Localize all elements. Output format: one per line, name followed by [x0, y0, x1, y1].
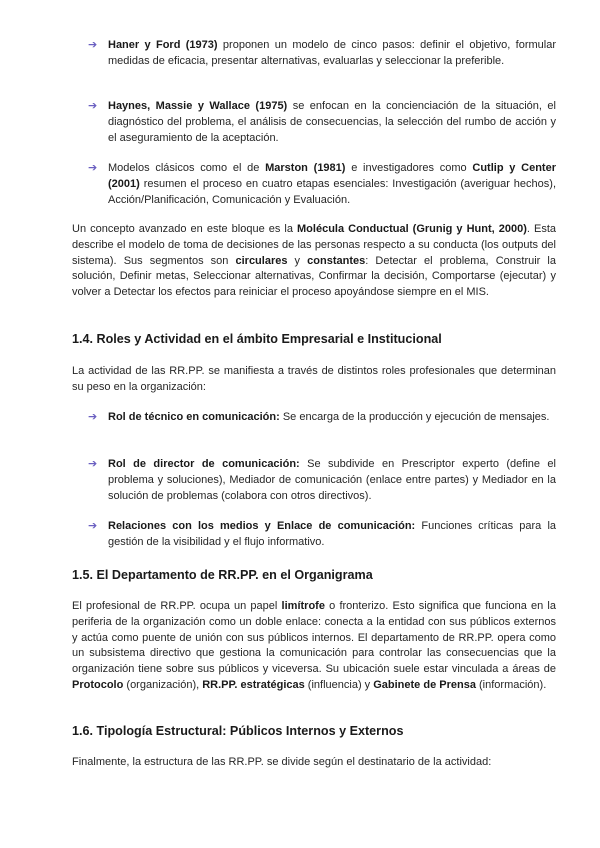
bullet-text: Se subdivide en Prescriptor experto (define el problema y soluciones), Mediador de comunicación (enlace entre partes) y Mediador en la solución de problemas (colabora con otros directivos).: [108, 458, 556, 502]
heading-1-4: 1.4. Roles y Actividad en el ámbito Empresarial e Institucional: [72, 332, 442, 346]
para-bold: limítrofe: [281, 600, 325, 612]
bullet-bold: Haynes, Massie y Wallace (1975): [108, 100, 288, 112]
bullet-text: Funciones críticas para la gestión de la visibilidad y el flujo informativo.: [108, 520, 557, 548]
arrow-icon: ➔: [88, 100, 98, 112]
bullet-bold: Rol de técnico en comunicación:: [108, 411, 280, 423]
bullet-haynes: [88, 99, 556, 146]
para-text: (organización),: [123, 678, 203, 691]
bullet-bold: Haner y Ford (1973): [108, 39, 218, 51]
bullet-bold: Cutlip y Center (2001): [108, 162, 556, 190]
para-bold: Molécula Conductual (Grunig y Hunt, 2000): [297, 223, 527, 235]
bullet-rol-director: [88, 457, 556, 504]
bullet-relaciones-medios: [88, 519, 556, 551]
bullet-text: proponen un modelo de cinco pasos: definir el objetivo, formular medidas de eficacia, presentar alternativas, evaluarlas y seleccionar la preferible.: [108, 39, 556, 67]
arrow-icon: ➔: [88, 520, 98, 532]
paragraph-roles-intro: La actividad de las RR.PP. se manifiesta a través de distintos roles profesionales que determinan su peso en la organización:: [72, 365, 556, 393]
bullet-bold: Marston (1981): [265, 162, 346, 174]
para-bold: Gabinete de Prensa: [373, 678, 476, 691]
para-bold: constantes: [307, 254, 366, 267]
paragraph-departamento: [72, 599, 556, 694]
paragraph-molecula: [72, 222, 556, 301]
paragraph-tipologia-intro: Finalmente, la estructura de las RR.PP. se divide según el destinatario de la actividad:: [72, 756, 492, 768]
para-text: y: [287, 254, 308, 267]
para-text: (influencia) y: [304, 678, 374, 691]
bullet-text: Modelos clásicos como el de: [108, 162, 266, 174]
bullet-bold: Rol de director de comunicación:: [108, 458, 300, 470]
arrow-icon: ➔: [88, 162, 98, 174]
bullet-text: Se encarga de la producción y ejecución de mensajes.: [279, 411, 550, 423]
para-text: : Detectar el problema, Construir la solución, Definir metas, Seleccionar alternativas, Confirmar la decisión, Comportarse (ejecutar) y volver a Detectar los efectos para reiniciar el proceso apoyándose siempre en el MIS.: [72, 254, 556, 299]
para-bold: Protocolo: [72, 678, 124, 691]
bullet-bold: Relaciones con los medios y Enlace de comunicación:: [108, 520, 416, 532]
bullet-text: se enfocan en la concienciación de la situación, el diagnóstico del problema, el análisis de consecuencias, la selección del rumbo de acción y el aseguramiento de la aceptación.: [108, 100, 556, 144]
arrow-icon: ➔: [88, 39, 98, 51]
bullet-rol-tecnico: [88, 410, 556, 426]
para-text: El profesional de RR.PP. ocupa un papel: [72, 600, 282, 612]
para-text: Un concepto avanzado en este bloque es la: [72, 223, 298, 235]
para-bold: circulares: [235, 254, 288, 267]
arrow-icon: ➔: [88, 411, 98, 423]
bullet-haner-ford: [88, 38, 556, 70]
heading-1-6: 1.6. Tipología Estructural: Públicos Internos y Externos: [72, 724, 404, 738]
para-bold: RR.PP. estratégicas: [202, 678, 305, 691]
bullet-marston: [88, 161, 556, 208]
arrow-icon: ➔: [88, 458, 98, 470]
para-text: o fronterizo. Esto significa que funciona en la periferia de la organización como un doble enlace: conecta a la entidad con sus públicos externos y actúa como puente de unión con sus públicos internos. El departamento de RR.PP. opera como un subsistema directivo que gestiona la comunicación para controlar las consecuencias que la organización tiene sobre sus públicos y viceversa. Su ubicación suele estar vinculada a áreas de: [72, 600, 556, 676]
bullet-text: e investigadores como: [345, 162, 473, 174]
heading-1-5: 1.5. El Departamento de RR.PP. en el Organigrama: [72, 568, 373, 582]
bullet-text: resumen el proceso en cuatro etapas esenciales: Investigación (averiguar hechos), Acción/Planificación, Comunicación y Evaluación.: [108, 177, 556, 206]
para-text: . Esta describe el modelo de toma de decisiones de las personas respecto a su conducta (los outputs del sistema). Sus segmentos son: [72, 223, 556, 267]
para-text: (información).: [475, 678, 547, 691]
